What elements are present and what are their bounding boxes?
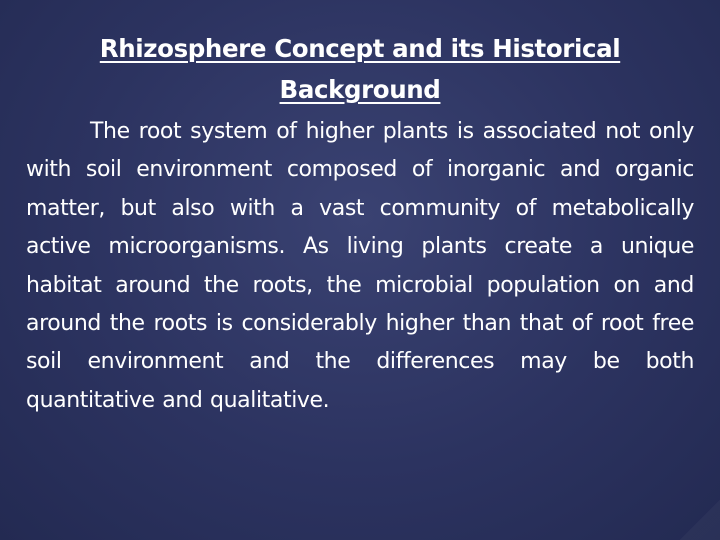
slide-title: Rhizosphere Concept and its Historical Background (99, 34, 621, 104)
slide-body-text: The root system of higher plants is associated not only with soil environment composed of inorganic and organic matter, but also with a vast community of metabolically active microorganisms. As living plants create a unique habitat around the roots, the microbial population on and around the roots is considerably higher than that of root free soil environment and the differences may be both quantitative and qualitative. (26, 119, 694, 413)
slide-corner-decoration (680, 500, 720, 540)
